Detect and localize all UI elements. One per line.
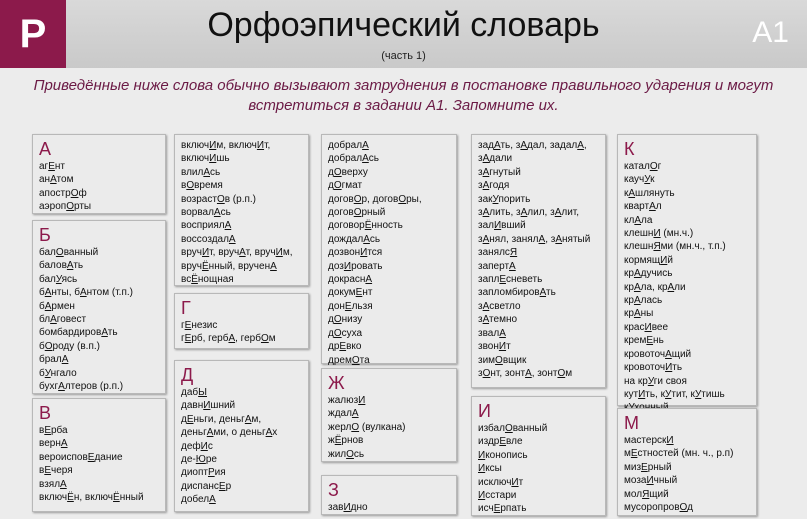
dictionary-entry: клАла xyxy=(624,214,653,226)
dictionary-entry: диспансЕр xyxy=(181,480,232,492)
letter-box-z-continued xyxy=(471,134,606,388)
dictionary-entry: добелА xyxy=(181,494,216,506)
dictionary-entry: бухгАлтеров (р.п.) xyxy=(39,381,124,393)
stressed-vowel: И xyxy=(660,254,668,266)
dictionary-entry: кровоточИть xyxy=(624,362,683,374)
stressed-vowel: О xyxy=(679,502,688,514)
stressed-vowel: И xyxy=(209,153,217,165)
dictionary-entry: бУнгало xyxy=(39,367,77,379)
dictionary-entry: балУясь xyxy=(39,273,78,285)
stressed-vowel: А xyxy=(270,260,277,272)
stressed-vowel: Е xyxy=(630,448,638,460)
stressed-vowel: Я xyxy=(653,241,661,253)
stressed-vowel: О xyxy=(495,354,503,366)
dictionary-entry: заплЕсневеть xyxy=(478,274,543,286)
dictionary-entry: включИшь xyxy=(181,153,230,165)
dictionary-entry: зимОвщик xyxy=(478,354,527,366)
letter-box-v xyxy=(32,398,166,512)
stressed-vowel: Ы xyxy=(198,387,207,398)
stressed-vowel: А xyxy=(50,174,57,186)
dictionary-entry: мастерскИ xyxy=(624,435,674,446)
stressed-vowel: А xyxy=(628,187,636,199)
stressed-vowel: Е xyxy=(184,333,192,345)
stressed-vowel: Е xyxy=(87,451,95,463)
dictionary-entry: диоптРия xyxy=(181,467,226,479)
dictionary-entry: залИвший xyxy=(478,220,526,232)
stressed-vowel: Е xyxy=(184,320,192,331)
dictionary-entry: дозИровать xyxy=(328,260,383,272)
dictionary-entry: зАгнутый xyxy=(478,166,521,178)
letter-box-i xyxy=(471,396,606,516)
stressed-vowel: А xyxy=(633,295,641,307)
dictionary-entry: дождалАсь xyxy=(328,233,381,245)
header-bar xyxy=(0,0,807,68)
stressed-vowel: О xyxy=(55,247,64,258)
dictionary-entry: воссоздалА xyxy=(181,233,236,245)
dictionary-entry: кормящИй xyxy=(624,254,673,266)
letter-box-g xyxy=(174,293,309,349)
stressed-vowel: А xyxy=(61,354,69,366)
letter-box-m xyxy=(617,408,757,516)
stressed-vowel: Е xyxy=(493,503,501,515)
dictionary-entry: жилОсь xyxy=(328,448,365,460)
stressed-vowel: А xyxy=(555,233,563,245)
stressed-vowel: У xyxy=(644,174,651,186)
stressed-vowel: И xyxy=(646,475,654,487)
dictionary-entry: аэропОрты xyxy=(39,201,92,213)
section-letter: Д xyxy=(181,365,194,385)
letter-box-d-continued xyxy=(321,134,457,364)
stressed-vowel: Е xyxy=(186,413,194,425)
stressed-vowel: А xyxy=(649,201,656,213)
section-letter: А xyxy=(39,139,52,159)
stressed-vowel: А xyxy=(499,327,506,339)
dictionary-entry: давнИшний xyxy=(181,400,236,412)
stressed-vowel: А xyxy=(525,367,532,379)
stressed-vowel: Е xyxy=(48,161,55,172)
section-letter: Г xyxy=(181,298,191,318)
stressed-vowel: А xyxy=(665,348,672,360)
stressed-vowel: Ё xyxy=(191,274,198,286)
dictionary-entry: баловАть xyxy=(39,260,84,272)
dictionary-entry: возрастОв (р.п.) xyxy=(181,193,257,205)
dictionary-entry: избалОванный xyxy=(478,423,548,434)
dictionary-entry: издрЕвле xyxy=(478,436,523,448)
dictionary-entry: дабЫ xyxy=(181,387,207,398)
stressed-vowel: А xyxy=(482,207,490,219)
dictionary-entry: добралА xyxy=(328,140,369,151)
stressed-vowel: А xyxy=(44,287,52,299)
stressed-vowel: А xyxy=(482,300,490,312)
stressed-vowel: А xyxy=(206,427,214,439)
stressed-vowel: О xyxy=(44,340,53,352)
stressed-vowel: О xyxy=(482,367,491,379)
letter-box-z xyxy=(321,475,457,515)
stressed-vowel: А xyxy=(228,233,236,245)
logo: Р xyxy=(0,0,66,68)
stressed-vowel: А xyxy=(538,233,546,245)
stressed-vowel: А xyxy=(244,413,252,425)
letter-box-v-continued xyxy=(174,134,309,286)
stressed-vowel: Е xyxy=(44,425,51,436)
stressed-vowel: И xyxy=(200,440,208,452)
stressed-vowel: И xyxy=(358,395,366,406)
stressed-vowel: Ю xyxy=(195,454,206,466)
stressed-vowel: А xyxy=(60,438,68,450)
dictionary-entry: влилАсь xyxy=(181,166,221,178)
dictionary-entry: зАдали xyxy=(478,153,513,165)
section-letter: Ж xyxy=(328,373,345,393)
stressed-vowel: А xyxy=(79,287,87,299)
dictionary-entry: бомбардировАть xyxy=(39,327,118,339)
dictionary-entry: договОр, договОры, xyxy=(328,193,422,205)
stressed-vowel: А xyxy=(213,207,221,219)
dictionary-entry: восприялА xyxy=(181,220,232,232)
stressed-vowel: И xyxy=(360,247,368,259)
stressed-vowel: О xyxy=(333,180,342,192)
stressed-vowel: О xyxy=(333,314,342,326)
stressed-vowel: Я xyxy=(642,488,650,500)
dictionary-entry: зАлить, зАлил, зАлит, xyxy=(478,207,580,219)
stressed-vowel: А xyxy=(509,260,516,272)
stressed-vowel: И xyxy=(493,220,502,232)
dictionary-entry: запертА xyxy=(478,260,516,272)
stressed-vowel: О xyxy=(216,193,225,205)
stressed-vowel: О xyxy=(346,448,354,460)
stressed-vowel: А xyxy=(50,314,57,326)
stressed-vowel: А xyxy=(203,166,211,178)
dictionary-entry: каучУк xyxy=(624,174,655,186)
dictionary-entry: закУпорить xyxy=(478,193,531,205)
stressed-vowel: А xyxy=(633,268,641,280)
stressed-vowel: Ё xyxy=(67,492,74,504)
dictionary-entry: жалюзИ xyxy=(328,395,366,406)
dictionary-entry: квартАл xyxy=(624,201,662,213)
stressed-vowel: И xyxy=(201,247,210,259)
stressed-vowel: И xyxy=(478,490,486,502)
stressed-vowel: А xyxy=(482,233,490,245)
stressed-vowel: И xyxy=(256,140,265,151)
dictionary-entry: дефИс xyxy=(181,440,213,452)
stressed-vowel: У xyxy=(665,388,672,400)
dictionary-entry: занялсЯ xyxy=(478,247,518,259)
dictionary-entry: взялА xyxy=(39,478,67,490)
stressed-vowel: А xyxy=(554,207,562,219)
stressed-vowel: И xyxy=(478,463,486,475)
section-letter: К xyxy=(624,139,635,159)
stressed-vowel: А xyxy=(228,333,236,345)
stressed-vowel: О xyxy=(557,367,566,379)
stressed-vowel: А xyxy=(265,427,273,439)
dictionary-entry: кровоточАщий xyxy=(624,348,692,360)
stressed-vowel: О xyxy=(333,327,342,339)
dictionary-entry: бралА xyxy=(39,354,69,366)
stressed-vowel: У xyxy=(55,273,62,285)
dictionary-entry: де-Юре xyxy=(181,454,217,466)
stressed-vowel: А xyxy=(363,233,370,245)
stressed-vowel: А xyxy=(362,140,369,151)
section-letter: И xyxy=(478,401,491,421)
stressed-vowel: А xyxy=(351,408,359,420)
stressed-vowel: А xyxy=(58,381,65,393)
dictionary-entry: вЕчеря xyxy=(39,465,73,477)
stressed-vowel: И xyxy=(203,400,211,412)
stressed-vowel: А xyxy=(634,214,641,226)
stressed-vowel: Е xyxy=(646,335,654,347)
letter-box-k xyxy=(617,134,757,406)
dictionary-entry: Исстари xyxy=(478,490,517,502)
task-badge: А1 xyxy=(752,16,789,49)
dictionary-entry: деньгАми, о деньгАх xyxy=(181,427,278,439)
stressed-vowel: А xyxy=(224,220,232,232)
stressed-vowel: А xyxy=(209,494,216,506)
stressed-vowel: И xyxy=(498,341,507,353)
stressed-vowel: А xyxy=(520,207,528,219)
dictionary-entry: вручЁнный, врученА xyxy=(181,260,277,272)
dictionary-entry: зАтемно xyxy=(478,314,518,326)
stressed-vowel: А xyxy=(633,308,641,320)
dictionary-entry: крАлась xyxy=(624,295,663,307)
dictionary-entry: блАговест xyxy=(39,314,87,326)
dictionary-entry: вероисповЕдание xyxy=(39,451,123,463)
stressed-vowel: А xyxy=(539,287,547,299)
stressed-vowel: А xyxy=(577,140,584,151)
stressed-vowel: И xyxy=(511,476,519,488)
dictionary-entry: Иконопись xyxy=(478,449,528,461)
dictionary-entry: вручИт, вручАт, вручИм, xyxy=(181,247,293,259)
dictionary-entry: клешнЯми (мн.ч., т.п.) xyxy=(624,241,726,253)
stressed-vowel: И xyxy=(209,140,217,151)
stressed-vowel: И xyxy=(343,502,351,513)
dictionary-entry: ворвалАсь xyxy=(181,207,231,219)
stressed-vowel: Ё xyxy=(334,435,342,447)
dictionary-entry: докраснА xyxy=(328,274,373,286)
stressed-vowel: У xyxy=(492,193,499,205)
dictionary-entry: договорЁнность xyxy=(328,220,403,232)
dictionary-entry: гЕнезис xyxy=(181,320,218,331)
dictionary-entry: включЁн, включЁнный xyxy=(39,492,144,504)
stressed-vowel: Е xyxy=(641,461,648,473)
section-letter: Б xyxy=(39,225,51,245)
stressed-vowel: И xyxy=(478,449,486,461)
stressed-vowel: О xyxy=(66,201,74,213)
dictionary-entry: зАсветло xyxy=(478,300,521,312)
dictionary-entry: красИвее xyxy=(624,321,669,333)
stressed-vowel: Е xyxy=(499,436,507,448)
stressed-vowel: О xyxy=(186,180,195,192)
stressed-vowel: И xyxy=(638,388,646,400)
dictionary-entry: вернА xyxy=(39,438,68,450)
dictionary-entry: жерлО (вулкана) xyxy=(328,421,406,433)
letter-box-zh xyxy=(321,368,457,462)
stressed-vowel: О xyxy=(398,193,407,205)
stressed-vowel: А xyxy=(633,281,641,293)
dictionary-entry: кутИть, кУтит, кУтишь xyxy=(624,388,725,400)
page-subtitle: (часть 1) xyxy=(381,50,426,62)
dictionary-entry: бАрмен xyxy=(39,300,75,312)
stressed-vowel: О xyxy=(504,423,513,434)
stressed-vowel: И xyxy=(644,321,652,333)
dictionary-entry: крАдучись xyxy=(624,268,673,280)
stressed-vowel: О xyxy=(351,421,360,433)
dictionary-entry: на крУги своя xyxy=(624,375,687,387)
dictionary-entry: мозаИчный xyxy=(624,475,678,487)
stressed-vowel: Ё xyxy=(113,492,120,504)
stressed-vowel: О xyxy=(70,187,79,199)
stressed-vowel: Е xyxy=(218,480,226,492)
dictionary-entry: звонИт xyxy=(478,341,511,353)
dictionary-entry: мусоропровОд xyxy=(624,502,693,514)
stressed-vowel: А xyxy=(493,140,501,151)
dictionary-entry: зАнял, занялА, зАнятый xyxy=(478,233,591,245)
stressed-vowel: И xyxy=(653,228,661,240)
dictionary-entry: добралАсь xyxy=(328,153,379,165)
dictionary-entry: гЕрб, гербА, гербОм xyxy=(181,333,276,345)
letter-box-d xyxy=(174,360,309,512)
page-title: Орфоэпический словарь xyxy=(207,6,600,44)
letter-box-b xyxy=(32,220,166,394)
section-letter: М xyxy=(624,413,639,433)
stressed-vowel: О xyxy=(649,161,658,172)
dictionary-entry: дозвонИтся xyxy=(328,247,383,259)
stressed-vowel: Е xyxy=(44,465,51,477)
stressed-vowel: О xyxy=(260,333,269,345)
dictionary-entry: Иксы xyxy=(478,463,502,475)
dictionary-entry: молЯщий xyxy=(624,488,669,500)
dictionary-entry: жЁрнов xyxy=(328,435,364,447)
dictionary-entry: зАгодя xyxy=(478,180,510,192)
dictionary-entry: бАнты, бАнтом (т.п.) xyxy=(39,287,133,299)
dictionary-entry: вОвремя xyxy=(181,180,223,192)
stressed-vowel: И xyxy=(275,247,283,259)
dictionary-entry: агЕнт xyxy=(39,161,65,172)
dictionary-entry: дОверху xyxy=(328,166,368,178)
stressed-vowel: У xyxy=(694,388,702,400)
stressed-vowel: И xyxy=(666,435,674,446)
stressed-vowel: А xyxy=(482,153,490,165)
intro-text: Приведённые ниже слова обычно вызывают затруднения в постановке правильного ударения и могут встретиться в задании А1. Запомните их. xyxy=(33,77,774,114)
dictionary-entry: ждалА xyxy=(328,408,359,420)
dictionary-entry: мЕстностей (мн. ч., р.п) xyxy=(624,448,734,460)
dictionary-entry: дОнизу xyxy=(328,314,363,326)
stressed-vowel: Е xyxy=(355,287,363,299)
dictionary-entry: договОрный xyxy=(328,207,386,219)
dictionary-entry: звалА xyxy=(478,327,506,339)
stressed-vowel: А xyxy=(44,300,52,312)
stressed-vowel: А xyxy=(66,260,74,272)
dictionary-entry: докумЕнт xyxy=(328,287,373,299)
dictionary-entry: дЕньги, деньгАм, xyxy=(181,413,262,425)
dictionary-entry: клешнИ (мн.ч.) xyxy=(624,228,694,240)
letter-box-a xyxy=(32,134,166,214)
dictionary-entry: дОсуха xyxy=(328,327,363,339)
stressed-vowel: О xyxy=(353,193,362,205)
stressed-vowel: А xyxy=(362,153,369,165)
dictionary-entry: балОванный xyxy=(39,247,99,258)
dictionary-entry: задАть, зАдал, задалА, xyxy=(478,140,587,151)
dictionary-entry: вЕрба xyxy=(39,425,68,436)
dictionary-entry: анАтом xyxy=(39,174,74,186)
dictionary-entry: зОнт, зонтА, зонтОм xyxy=(478,367,573,379)
dictionary-entry: запломбировАть xyxy=(478,287,556,299)
stressed-vowel: А xyxy=(60,478,67,490)
section-letter: В xyxy=(39,403,52,423)
dictionary-entry: кремЕнь xyxy=(624,335,664,347)
dictionary-entry: бОроду (в.п.) xyxy=(39,340,100,352)
dictionary-entry: дремОта xyxy=(328,354,370,366)
dictionary-entry: исключИт xyxy=(478,476,524,488)
stressed-vowel: Е xyxy=(339,341,347,353)
stressed-vowel: О xyxy=(333,166,342,178)
stressed-vowel: А xyxy=(482,180,490,192)
dictionary-entry: мизЕрный xyxy=(624,461,672,473)
dictionary-entry: апострОф xyxy=(39,187,87,199)
stressed-vowel: А xyxy=(101,327,108,339)
stressed-vowel: А xyxy=(667,281,675,293)
dictionary-entry: исчЕрпать xyxy=(478,503,527,515)
stressed-vowel: И xyxy=(665,362,673,374)
stressed-vowel: А xyxy=(365,274,373,286)
stressed-vowel: И xyxy=(343,260,352,272)
stressed-vowel: Я xyxy=(509,247,518,259)
dictionary-entry: завИдно xyxy=(328,502,368,513)
section-letter: З xyxy=(328,480,339,500)
stressed-vowel: Е xyxy=(344,300,352,312)
stressed-vowel: А xyxy=(482,314,490,326)
stressed-vowel: Ё xyxy=(364,220,372,232)
dictionary-entry: крАла, крАли xyxy=(624,281,686,293)
dictionary-entry: донЕльзя xyxy=(328,300,373,312)
stressed-vowel: Р xyxy=(207,467,215,479)
stressed-vowel: О xyxy=(351,354,360,366)
stressed-vowel: Ё xyxy=(201,260,209,272)
dictionary-entry: кАшлянуть xyxy=(624,187,675,199)
stressed-vowel: А xyxy=(239,247,246,259)
stressed-vowel: У xyxy=(44,367,51,379)
stressed-vowel: У xyxy=(647,375,654,387)
dictionary-entry: дОгмат xyxy=(328,180,363,192)
stressed-vowel: О xyxy=(353,207,362,219)
stressed-vowel: Е xyxy=(499,274,506,286)
stressed-vowel: А xyxy=(520,140,528,151)
dictionary-entry: всЁнощная xyxy=(181,274,234,286)
stressed-vowel: А xyxy=(482,166,490,178)
dictionary-entry: включИм, включИт, xyxy=(181,140,271,151)
dictionary-entry: крАны xyxy=(624,308,654,320)
dictionary-entry: каталОг xyxy=(624,161,662,172)
dictionary-entry: дрЕвко xyxy=(328,341,362,353)
